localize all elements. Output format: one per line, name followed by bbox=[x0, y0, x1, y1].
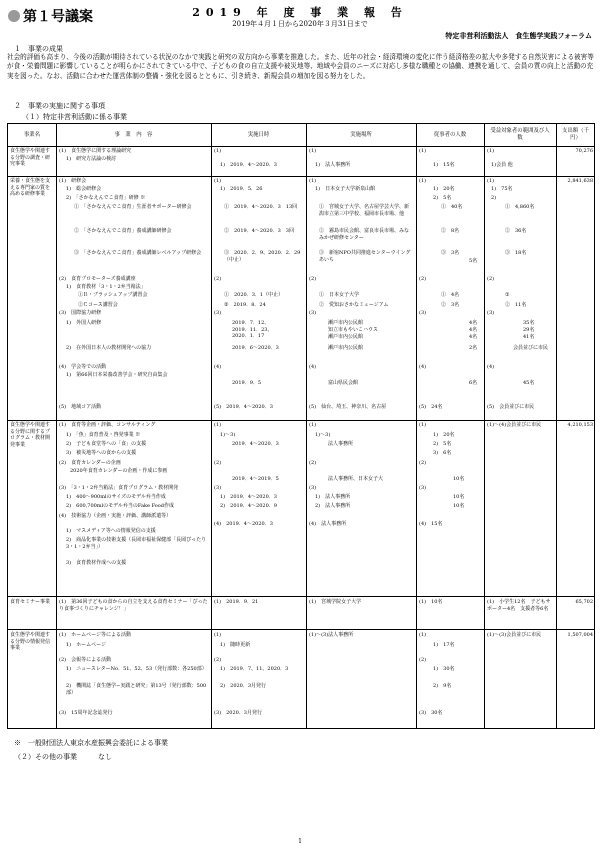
row4-content: (1) 第36回子どもの食からの自立を支える食育セミナー「ぴったり食事づくりにチャレンジ！」 bbox=[59, 599, 208, 612]
row3-content: 2020年食育カレンダーの企画・作成に参画 bbox=[70, 468, 168, 474]
row2-beneficiaries: 35名 bbox=[523, 320, 535, 326]
row5-staff: (1) bbox=[419, 632, 427, 638]
row2-staff: 4名 bbox=[469, 320, 478, 326]
agenda-badge: 第１号議案 bbox=[8, 6, 93, 26]
row2-beneficiaries: ③ 18名 bbox=[505, 250, 527, 256]
row2-place: (1) bbox=[309, 178, 317, 184]
header-content: 事 業 内 容 bbox=[114, 131, 153, 138]
section1-body: 社会的評価も高まり、今後の活動が期待されている状況のなかで実践と研究の双方向から事業を推進した。また、近年の社会・経済環境の変化に伴う経済格差の拡大や多発する自然災害による被害等が食・栄養問題に影響していることが明らかにされてきている中で、子どもの食の自立支援や被災地等、地域や会員のニーズに対応し多様な職種との協働、連携を通して、会員の質の向上と活動の充実を図った。なお、活動に合わせた運営体制の整備・強化を図るとともに、引き続き、新規会員の増加を図る努力をした。 bbox=[7, 53, 594, 80]
row2-content: ②Ｃコース講習会 bbox=[78, 302, 118, 308]
row2-staff: (2) bbox=[419, 276, 427, 282]
row2-staff: ① 40名 bbox=[441, 204, 463, 210]
header-place: 実施場所 bbox=[350, 131, 372, 138]
row3-name: 食生態学や関連する分野に関するプログラム・教材開発事業 bbox=[10, 422, 51, 448]
row3-beneficiaries: (1)～(4)会員並びに市民 bbox=[487, 422, 542, 428]
row1-content: (1) 食生態学に関する理論研究 bbox=[59, 148, 132, 154]
row2-beneficiaries: ① 4,860名 bbox=[505, 204, 535, 210]
row2-beneficiaries: ① bbox=[505, 292, 510, 298]
row-divider bbox=[8, 146, 594, 147]
row2-date: (2) bbox=[214, 276, 222, 282]
row3-date: 1) 2019．4～2020．3 bbox=[220, 494, 277, 500]
row2-content: (3) 国際協力研修 bbox=[59, 310, 102, 316]
row2-place: 知立市もやいこハウス bbox=[328, 327, 378, 333]
row2-date: (5) 2019．4～2020．3 bbox=[214, 404, 273, 410]
row1-place: (1) bbox=[309, 148, 317, 154]
column-divider bbox=[56, 124, 57, 728]
row3-date: 1)～3) bbox=[220, 432, 236, 438]
row3-staff: (3) bbox=[419, 485, 427, 491]
row3-place: 2) 法人事務所 bbox=[315, 503, 351, 509]
row2-content: 1) 食育教材「3・1・2弁当箱法」 bbox=[66, 284, 146, 290]
row2-staff: 4名 bbox=[469, 334, 478, 340]
row1-place: 1) 法人事務所 bbox=[315, 162, 351, 168]
row2-date: 2019．6～2020．3 bbox=[232, 345, 279, 351]
section2-subheading: （１）特定非営利活動に係る事業 bbox=[22, 113, 127, 121]
row3-date: (4) 2019．4～2020．3 bbox=[214, 521, 273, 527]
row2-date: (1) bbox=[214, 178, 222, 184]
header-date: 実施日時 bbox=[247, 131, 270, 138]
row3-staff: 10名 bbox=[453, 503, 465, 509]
row1-beneficiaries: (1) bbox=[487, 148, 495, 154]
row5-staff: (3) 30名 bbox=[419, 710, 443, 716]
section2-heading: ２ 事業の実施に関する事項 bbox=[14, 102, 105, 110]
row3-place: 法人事務所、日本女子大 bbox=[328, 476, 384, 482]
row4-name: 食育セミナー事業 bbox=[10, 599, 51, 605]
row5-staff: (2) bbox=[419, 657, 427, 663]
row1-name: 食生態学や関連する分野の調査・研究事業 bbox=[10, 148, 51, 168]
row-divider bbox=[8, 176, 594, 177]
page-number: 1 bbox=[298, 838, 302, 845]
row2-place: ① 宮城女子大学、名古屋学芸大学、新潟市立第三中学校、福岡市長市場、他 bbox=[319, 204, 410, 217]
row5-date: (3) 2020．3月発行 bbox=[214, 710, 262, 716]
row5-date: 1) 随時更新 bbox=[220, 642, 251, 648]
row2-date: ③ 2020．2．9、2020．2．29（中止） bbox=[224, 250, 301, 263]
row3-content: 3) 被災地等への食からの支援 bbox=[66, 450, 137, 456]
row2-place: (4) bbox=[309, 364, 317, 370]
row5-staff: 1) 30名 bbox=[433, 666, 455, 672]
row3-place: (3) bbox=[309, 485, 317, 491]
row3-staff: 10名 bbox=[453, 494, 465, 500]
row2-place: 瀬戸市内公民館 bbox=[328, 320, 364, 326]
row1-staff: (1) bbox=[419, 148, 427, 154]
row3-content: (1) 食育等企画・評価、コンサルティング bbox=[59, 422, 156, 428]
row3-place: (4) 法人事務所 bbox=[309, 521, 347, 527]
row2-staff: 1) 20名 bbox=[433, 186, 455, 192]
row2-beneficiaries: ② 11名 bbox=[505, 302, 527, 308]
row2-date: 2019．9．5 bbox=[232, 380, 262, 386]
row2-content: ① 「さかなえんでこ食育」生涯者サポーター研修会 bbox=[74, 204, 192, 210]
row3-content: 2) 商品化事業の技術支援（長岡市福祉保健部「長岡ぴったり3・1・2弁当」） bbox=[66, 537, 207, 550]
row1-content: 1) 研究方法論の検討 bbox=[66, 156, 117, 162]
row2-amount: 2,841,638 bbox=[567, 178, 593, 184]
row2-date: (4) bbox=[214, 364, 222, 370]
row5-date: (1) bbox=[214, 632, 222, 638]
report-period: 2019年４月１日から2020年３月31日まで bbox=[232, 20, 368, 28]
row2-content: 1) 外国人研修 bbox=[66, 320, 102, 326]
row2-beneficiaries: (4) bbox=[487, 364, 495, 370]
row2-place: ① 日本女子大学 bbox=[319, 292, 360, 298]
row5-content: 1) ニュースレターNo．51、52、53（発行部数：各250部） bbox=[66, 666, 207, 672]
column-divider bbox=[211, 124, 212, 728]
row2-date: ② 2019．4～2020．3 3回 bbox=[224, 228, 294, 234]
header-expenditure: 支出額（千円） bbox=[562, 128, 589, 141]
row2-date: ② 2019．8．24 bbox=[224, 302, 266, 308]
row2-place: 瀬戸市内公民館 bbox=[328, 345, 364, 351]
row3-place: 1)～3) bbox=[315, 432, 331, 438]
row5-beneficiaries: (1)～(3)会員並びに市民 bbox=[487, 632, 542, 638]
row3-place: 1) 法人事務所 bbox=[315, 494, 351, 500]
row5-place: (1)～(3)法人事務所 bbox=[309, 632, 354, 638]
section1-heading: １ 事業の成果 bbox=[14, 45, 63, 53]
row2-beneficiaries: ② 36名 bbox=[505, 228, 527, 234]
row2-content: (2) 食育プロモーターズ養成講座 bbox=[59, 276, 136, 282]
row3-content: 1) 400～900mlのサイズのモデル弁当作成 bbox=[66, 494, 166, 500]
row2-staff: ③ 3名 bbox=[441, 250, 460, 256]
row3-staff: 1) 20名 bbox=[433, 432, 455, 438]
row4-beneficiaries: (1) 小学生12名 子どもサポーター4名 支援者等6名 bbox=[487, 599, 551, 612]
row1-date: 1) 2019．4～2020．3 bbox=[220, 162, 277, 168]
row3-content: (3) 「3・1・2弁当箱法」食育プログラム・教材開発 bbox=[59, 485, 179, 491]
row5-date: 1) 2019．7、11、2020．3 bbox=[220, 666, 289, 672]
row2-content: (1) 研修会 bbox=[59, 178, 87, 184]
row2-place: (2) bbox=[309, 276, 317, 282]
row2-content: 1) 総会研修会 bbox=[66, 186, 102, 192]
row2-staff: 4名 bbox=[469, 327, 478, 333]
column-divider bbox=[484, 124, 485, 728]
row2-staff: 2) 5名 bbox=[433, 195, 452, 201]
row4-staff: (1) 10名 bbox=[419, 599, 443, 605]
row3-date: 2019．4～2019．5 bbox=[232, 476, 279, 482]
row5-content: (1) ホームページ等による活動 bbox=[59, 632, 131, 638]
row2-beneficiaries: (2) bbox=[487, 276, 495, 282]
row2-place: ③ 新宿NPO共同推進センターウイングあいち bbox=[319, 250, 411, 263]
row2-staff: (1) bbox=[419, 178, 427, 184]
row3-place: (1) bbox=[309, 422, 317, 428]
row2-place: (3) bbox=[309, 310, 317, 316]
row2-staff: ① 4名 bbox=[441, 292, 460, 298]
row3-amount: 4,210,153 bbox=[567, 422, 593, 428]
row2-content: 2) 在外国日本人の教材開発への協力 bbox=[66, 345, 152, 351]
row2-beneficiaries: 41名 bbox=[523, 334, 535, 340]
row5-staff: 2) 9名 bbox=[433, 683, 452, 689]
row2-date: ① 2019．4～2020．3 13回 bbox=[224, 204, 298, 210]
row5-staff: 1) 17名 bbox=[433, 642, 455, 648]
row2-beneficiaries: (1) bbox=[487, 178, 495, 184]
row2-place: 1) 日本女子大学新泉山館 bbox=[315, 186, 376, 192]
row2-staff: (5) 24名 bbox=[419, 404, 443, 410]
row3-staff: (2) bbox=[419, 460, 427, 466]
footnote: ※ 一般財団法人東京水産振興会委託による事業 bbox=[14, 739, 168, 747]
row2-beneficiaries: (3) bbox=[487, 310, 495, 316]
row2-content: ①Ｂ・ブラッシュアップ講習会 bbox=[78, 292, 148, 298]
row3-staff: (4) 15名 bbox=[419, 521, 443, 527]
row2-place: ② 愛知おさかなミュージアム bbox=[319, 302, 389, 308]
row2-staff: ② 8名 bbox=[441, 228, 460, 234]
row2-staff: 2名 bbox=[469, 345, 478, 351]
row1-amount: 70,276 bbox=[575, 148, 593, 154]
row2-place: 瀬戸市内公民館 bbox=[328, 334, 364, 340]
row2-beneficiaries: 2) bbox=[491, 195, 497, 201]
row3-content: 1) 「魚」食育普及・啓発事業 ※ bbox=[66, 432, 141, 438]
row5-content: (3) 15周年記念誌発行 bbox=[59, 710, 113, 716]
activity-table bbox=[7, 123, 595, 729]
row3-content: 3) 食育教材作成への支援 bbox=[66, 560, 127, 566]
row3-date: (1) bbox=[214, 422, 222, 428]
row2-content: 2) 「さかなえんでこ食育」研修 ※ bbox=[66, 195, 146, 201]
row4-date: (1) 2019．9．21 bbox=[214, 599, 259, 605]
row3-staff: 2) 5名 bbox=[433, 441, 452, 447]
row2-place: (5) 仙台、埼玉、神奈川、名古屋 bbox=[309, 404, 387, 410]
row3-content: 2) 600,700mlのモデル弁当のFake Food作成 bbox=[66, 503, 175, 509]
row1-staff: 1) 15名 bbox=[433, 162, 455, 168]
row2-staff: (3) bbox=[419, 310, 427, 316]
row5-content: (2) 会報等による活動 bbox=[59, 657, 112, 663]
row2-beneficiaries: 1) 75名 bbox=[491, 186, 513, 192]
row2-content: (4) 学会等での活動 bbox=[59, 364, 107, 370]
row3-place: 法人事務所 bbox=[328, 441, 354, 447]
header-staff: 従事者の人数 bbox=[433, 131, 467, 138]
row5-content: 1) ホームページ bbox=[66, 642, 107, 648]
header-business-name: 事業名 bbox=[23, 131, 41, 138]
row2-date: 2019．7．12、2019．11．23、2020．1．17 bbox=[232, 320, 273, 340]
row4-amount: 65,702 bbox=[575, 599, 593, 605]
row3-date: 2019．4～2020．3 bbox=[232, 441, 279, 447]
column-divider bbox=[306, 124, 307, 728]
row3-content: 2) 子ども食堂等への「食」の支援 bbox=[66, 441, 147, 447]
row2-staff: 6名 bbox=[469, 380, 478, 386]
row2-date: 1) 2019．5．26 bbox=[220, 186, 263, 192]
column-divider bbox=[416, 124, 417, 728]
row-divider bbox=[8, 629, 594, 630]
row3-content: (2) 食育カレンダーの企画 bbox=[59, 460, 121, 466]
report-title: 2019 年 度 事 業 報 告 bbox=[192, 6, 408, 19]
row1-beneficiaries: 1)会員 他 bbox=[491, 162, 513, 168]
row2-beneficiaries: 29名 bbox=[523, 327, 535, 333]
row3-place: (2) bbox=[309, 460, 317, 466]
row1-date: (1) bbox=[214, 148, 222, 154]
row2-content: ③ 「さかなえんでこ食育」養成講師レベルアップ研修会 bbox=[74, 250, 202, 256]
row-divider bbox=[8, 420, 594, 421]
row2-place: ② 霧島市民会館、富良市長市場、みなみかぜ研修センター bbox=[319, 228, 410, 241]
header-beneficiaries: 受益対象者の範囲及び人数 bbox=[490, 128, 550, 141]
other-business: （２）その他の事業 なし bbox=[14, 753, 112, 761]
row4-place: (1) 宮城学院女子大学 bbox=[309, 599, 362, 605]
row2-content: ② 「さかなえんでこ食育」養成講師研修会 bbox=[74, 228, 172, 234]
row3-date: (2) bbox=[214, 460, 222, 466]
row5-name: 食生態学や関連する分野の情報発信事業 bbox=[10, 632, 51, 652]
row5-date: (2) bbox=[214, 657, 222, 663]
row2-place: 富山県民会館 bbox=[328, 380, 359, 386]
row2-staff: (4) bbox=[419, 364, 427, 370]
row5-content: 2) 機関誌「食生態学−実践と研究」第13号（発行部数：500部） bbox=[66, 683, 207, 696]
row3-date: (3) bbox=[214, 485, 222, 491]
row3-content: (4) 技術協力（企画・実施・評価、講師派遣等） bbox=[59, 513, 172, 519]
row5-date: 2) 2020．3月発行 bbox=[220, 683, 267, 689]
row2-date: (3) bbox=[214, 310, 222, 316]
row-divider bbox=[8, 596, 594, 597]
row2-staff: 5名 bbox=[469, 258, 478, 264]
row2-date: ① 2020．3．1（中止） bbox=[224, 292, 284, 298]
row2-staff: ② 3名 bbox=[441, 302, 460, 308]
row2-beneficiaries: 45名 bbox=[523, 380, 535, 386]
row5-amount: 1,507,004 bbox=[567, 632, 593, 638]
row2-content: (5) 地域コア活動 bbox=[59, 404, 102, 410]
row3-staff: 3) 6名 bbox=[433, 450, 452, 456]
row3-date: 2) 2019．4～2020．9 bbox=[220, 503, 277, 509]
row2-beneficiaries: 会員並びに市民 bbox=[513, 345, 549, 351]
row3-staff: 10名 bbox=[453, 476, 465, 482]
row2-name: 栄養・食生態を支える専門家の質を高める研修事業 bbox=[10, 178, 51, 198]
row2-content: 1) 第66回日本栄養改善学会・研究自由集会 bbox=[66, 372, 168, 378]
organization-name: 特定非営利活動法人 食生態学実践フォーラム bbox=[445, 31, 592, 40]
row2-beneficiaries: (5) 会員並びに市民 bbox=[487, 404, 535, 410]
row3-staff: (1) bbox=[419, 422, 427, 428]
row3-content: 1) マスメディア等への情報発信の支援 bbox=[66, 528, 156, 534]
